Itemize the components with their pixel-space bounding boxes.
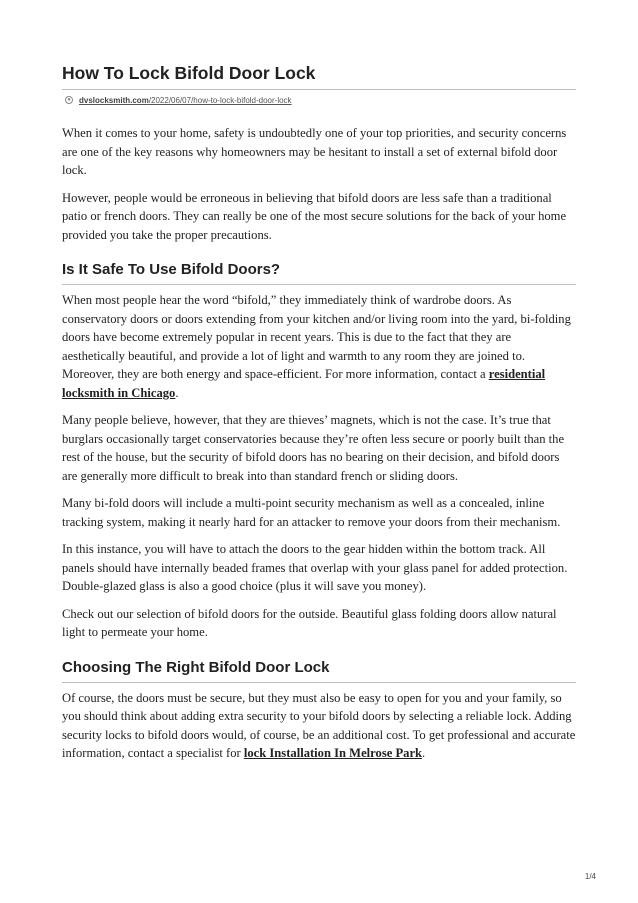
source-line — [62, 94, 576, 106]
source-domain: dvslocksmith.com — [79, 95, 149, 105]
section-heading-choosing-lock: Choosing The Right Bifold Door Lock — [62, 658, 330, 676]
link-icon: ● — [65, 96, 73, 104]
source-path: /2022/06/07/how-to-lock-bifold-door-lock — [148, 95, 292, 105]
article-title: How To Lock Bifold Door Lock — [62, 63, 316, 83]
title-divider — [62, 89, 576, 90]
section1-paragraph-1 — [62, 291, 576, 402]
source-url-link[interactable] — [79, 96, 292, 105]
section1-paragraph-1-text: When most people hear the word “bifold,” they immediately think of wardrobe doors. As conservatory doors or doors extending from your kitchen and/or living room into the yard, bi-folding doors have become extremely popular in recent years. This is due to the fact that they are aesthetically beautiful, and provide a lot of light and warmth to any room they are joined to. Moreover, they are both energy and space-efficient. For more information, contact a — [62, 293, 571, 381]
section1-paragraph-1-end: . — [175, 385, 179, 400]
section-divider — [62, 682, 576, 683]
section-divider — [62, 284, 576, 285]
section2-paragraph-1-text: Of course, the doors must be secure, but they must also be easy to open for you and your family, so you should think about adding extra security to your bifold doors by selecting a reliable lock. Adding security locks to bifold doors would, of course, be an additional cost. To get professional and accurate information, contact a specialist for — [62, 690, 576, 760]
page-number: 1/4 — [584, 872, 596, 881]
intro-paragraph-2: However, people would be erroneous in believing that bifold doors are less safe than a traditional patio or french doors. They can really be one of the most secure solutions for the back of your home provided you take the proper precautions. — [62, 190, 567, 242]
section-heading-safety: Is It Safe To Use Bifold Doors? — [62, 261, 281, 278]
section2-paragraph-1-end: . — [422, 746, 426, 760]
lock-installation-link[interactable]: lock Installation In Melrose Park — [243, 746, 423, 760]
section1-paragraph-2: Many people believe, however, that they are thieves’ magnets, which is not the case. It’s true that burglars occasionally target conservatories because they’re often less secure or poorly built than the rest of the house, but the security of bifold doors has no bearing on their decision, and bifold doors are generally more difficult to break into than standard french or sliding doors. — [62, 413, 565, 483]
residential-locksmith-link[interactable]: residential locksmith in Chicago — [62, 367, 546, 400]
intro-paragraph-1: When it comes to your home, safety is undoubtedly one of your top priorities, and security concerns are one of the key reasons why homeowners may be hesitant to install a set of external bifold door lock. — [62, 126, 567, 177]
section1-paragraph-4: In this instance, you will have to attach the doors to the gear hidden within the bottom track. All panels should have internally beaded frames that overlap with your glass panel for added protection. Double-glazed glass is also a good choice (plus it will save you money). — [62, 542, 568, 593]
section2-paragraph-1 — [62, 689, 576, 763]
section1-paragraph-3: Many bi-fold doors will include a multi-point security mechanism as well as a concealed, inline tracking system, making it nearly hard for an attacker to remove your doors from their mechanism. — [62, 496, 561, 529]
section1-paragraph-5: Check out our selection of bifold doors for the outside. Beautiful glass folding doors allow natural light to permeate your home. — [62, 606, 557, 639]
